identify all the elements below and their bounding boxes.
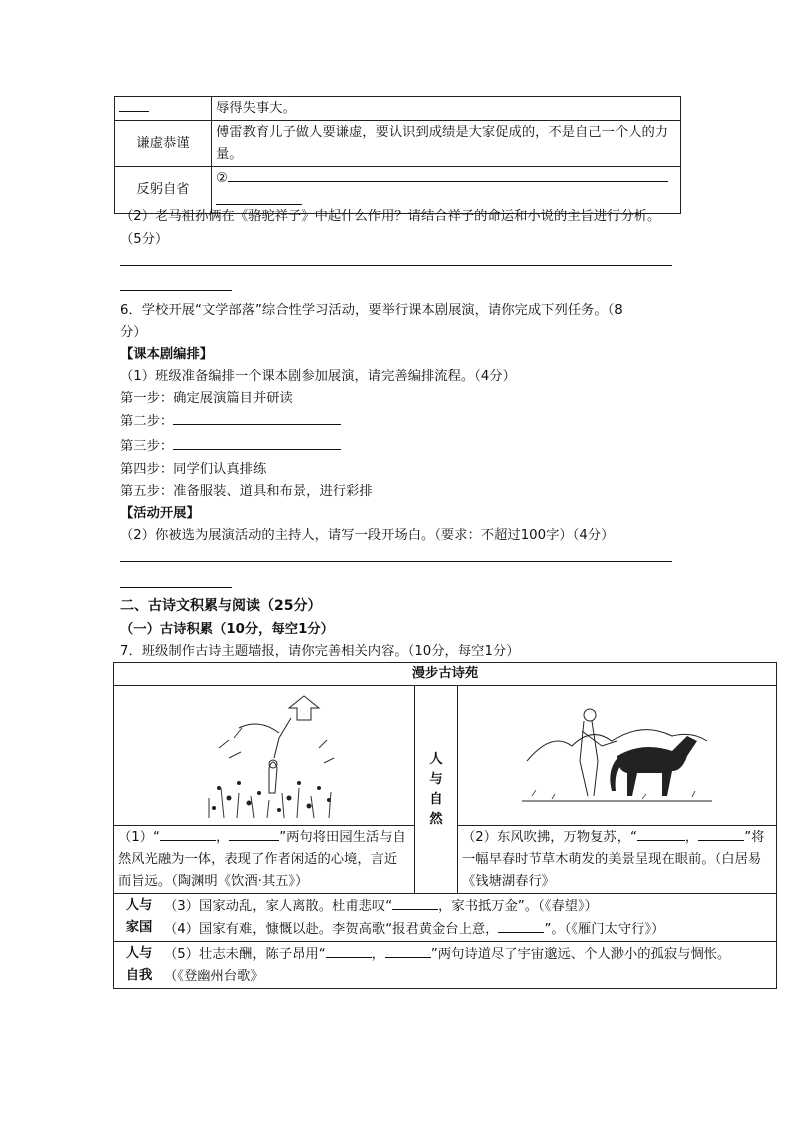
answer-blank[interactable] (229, 826, 279, 841)
poster-title-row (114, 663, 777, 686)
step-2: 第二步： (120, 410, 341, 429)
step-4: 第四步：同学们认真排练 (120, 462, 267, 477)
section-script-arrange: 【课本剧编排】 (120, 347, 214, 362)
answer-blank[interactable] (173, 435, 341, 450)
part2-title: 二、古诗文积累与阅读（25分） (120, 598, 322, 614)
row1-key (115, 97, 212, 121)
answer-blank[interactable] (392, 895, 438, 910)
q7-5: （5）壮志未酬，陈子昂用“ ， ”两句诗道尽了宇宙邈远、个人渺小的孤寂与惆怅。 (164, 943, 730, 966)
row3-key: 反躬自省 (115, 167, 212, 214)
horse-rider-illustration-icon (522, 701, 712, 811)
poster-self-row (114, 942, 777, 989)
self-questions (164, 942, 730, 988)
answer-line[interactable] (120, 265, 672, 266)
q5-2-text: （2）老马祖孙俩在《骆驼祥子》中起什么作用？请结合祥子的命运和小说的主旨进行分析。 (120, 209, 661, 224)
answer-blank[interactable] (160, 826, 216, 841)
q7-4: （4）国家有难，慷慨以赴。李贺高歌“报君黄金台上意， ”。（《雁门太守行》） (164, 918, 664, 941)
q6-sub2: （2）你被选为展演活动的主持人，请写一段开场白。（要求：不超过100字）（4分） (120, 528, 615, 543)
q5-2-score: （5分） (120, 232, 169, 247)
right-illustration-cell (458, 686, 777, 826)
self-cell (114, 942, 777, 989)
answer-blank[interactable] (173, 410, 341, 425)
answer-blank[interactable] (119, 97, 149, 112)
nature-label: 人 与 自 然 (415, 686, 458, 894)
q7-3: （3）国家动乱，家人离散。杜甫悲叹“ ，家书抵万金”。（《春望》） (164, 895, 664, 918)
q6-intro-cont: 分） (120, 325, 147, 340)
row1-text: 辱得失事大。 (212, 97, 681, 121)
answer-blank[interactable] (216, 190, 302, 205)
q7-2-cell: （2）东风吹拂，万物复苏，“ ， ”将一幅早春时节草木萌发的美景呈现在眼前。（白居易《钱塘湖春行》 (458, 826, 777, 894)
family-country-label: 人与 家国 (125, 898, 153, 935)
step-3: 第三步： (120, 435, 341, 454)
q7-5-source: （《登幽州台歌》 (164, 969, 264, 984)
table-row (115, 97, 681, 121)
answer-line[interactable] (120, 290, 232, 291)
step-1: 第一步：确定展演篇目并研读 (120, 391, 293, 406)
table-row (115, 121, 681, 167)
self-label: 人与 自我 (125, 946, 153, 983)
q6-sub1: （1）班级准备编排一个课本剧参加展演，请完善编排流程。（4分） (120, 369, 516, 384)
family-country-cell (114, 894, 777, 942)
q7-1-cell: （1）“ ， ”两句将田园生活与自然风光融为一体，表现了作者闲适的心境，言近而旨远。（陶渊明《饮酒·其五》） (114, 826, 415, 894)
poster-image-row (114, 686, 777, 826)
answer-blank[interactable] (385, 943, 431, 958)
q7-text: 7．班级制作古诗主题墙报，请你完善相关内容。（10分，每空1分） (120, 644, 520, 659)
step-5: 第五步：准备服装、道具和布景，进行彩排 (120, 484, 373, 499)
moral-table (114, 96, 681, 214)
left-illustration-cell (114, 686, 415, 826)
family-country-questions (164, 894, 664, 941)
row2-key: 谦虚恭谨 (115, 121, 212, 167)
part2-sub: （一）古诗积累（10分，每空1分） (120, 622, 334, 637)
poster-family-row (114, 894, 777, 942)
poster-title: 漫步古诗苑 (114, 663, 777, 686)
answer-blank[interactable] (698, 826, 744, 841)
row2-text: 傅雷教育儿子做人要谦虚，要认识到成绩是大家促成的，不是自己一个人的力量。 (212, 121, 681, 167)
answer-blank[interactable] (228, 167, 668, 182)
circle-two: ② (216, 171, 228, 186)
section-activity: 【活动开展】 (120, 506, 200, 521)
answer-blank[interactable] (326, 943, 372, 958)
answer-blank[interactable] (637, 826, 685, 841)
poem-poster (113, 662, 777, 989)
answer-line[interactable] (120, 587, 232, 588)
tao-yuanming-illustration-icon (179, 688, 349, 823)
q6-intro: 6．学校开展“文学部落”综合性学习活动，要举行课本剧展演，请你完成下列任务。（8 (120, 303, 623, 318)
answer-line[interactable] (120, 561, 672, 562)
answer-blank[interactable] (498, 918, 544, 933)
